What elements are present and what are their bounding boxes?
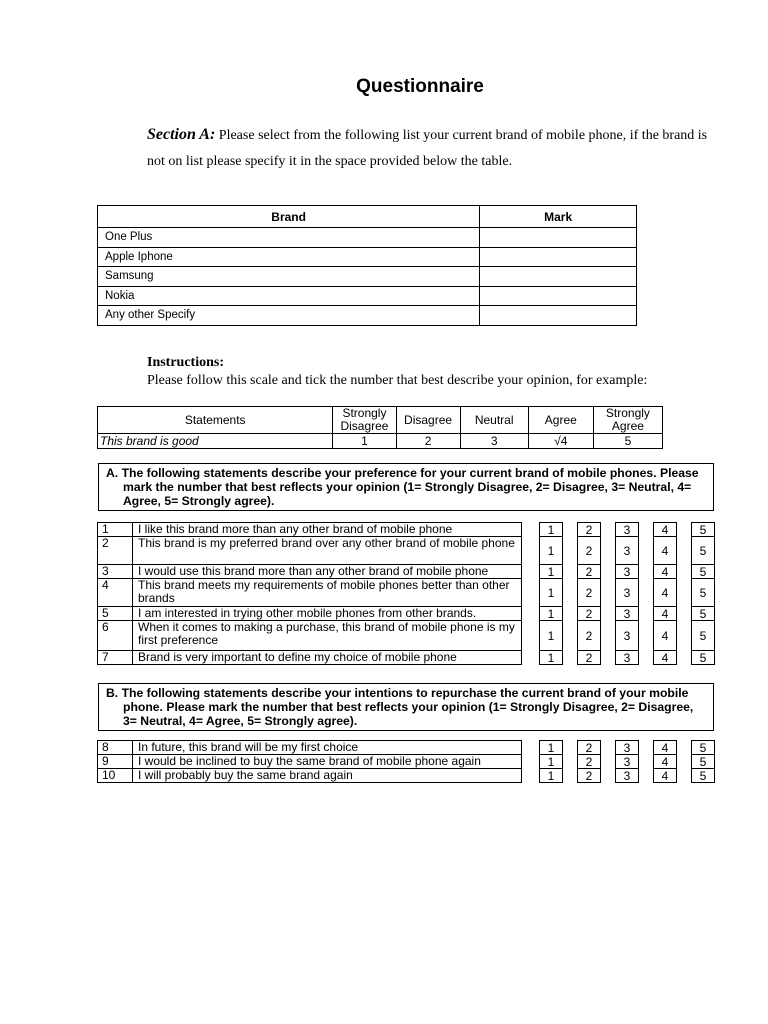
rating-option[interactable]: 4: [653, 578, 677, 607]
rating-option[interactable]: 5: [691, 740, 715, 755]
statement-text: I will probably buy the same brand again: [133, 769, 522, 783]
brand-header: Brand: [98, 206, 480, 228]
statement-row: [98, 523, 522, 537]
section-a-intro: [147, 122, 717, 175]
rating-option[interactable]: 5: [691, 620, 715, 651]
part-a-text: The following statements describe your preference for your current brand of mobile phones. Please mark the number that best reflects your opinion (1= Strongly Disagree, 2= Disagree, 3= Neutral, 4= Agree, 5= Strongly agree).: [121, 466, 699, 508]
brand-table: [97, 205, 637, 326]
rating-option[interactable]: 2: [577, 768, 601, 783]
rating-option[interactable]: 1: [539, 768, 563, 783]
rating-option[interactable]: 4: [653, 564, 677, 579]
rating-option[interactable]: 4: [653, 740, 677, 755]
rating-option[interactable]: 4: [653, 606, 677, 621]
brand-row: [98, 267, 637, 287]
example-header: Neutral: [460, 407, 528, 434]
statement-number: 4: [98, 579, 133, 607]
mark-cell[interactable]: [480, 228, 637, 248]
statement-number: 10: [98, 769, 133, 783]
example-header: Statements: [98, 407, 333, 434]
rating-option[interactable]: 1: [539, 606, 563, 621]
rating-option[interactable]: 4: [653, 536, 677, 565]
statement-text: I am interested in trying other mobile phones from other brands.: [133, 607, 522, 621]
statement-number: 6: [98, 621, 133, 651]
page-title: Questionnaire: [356, 76, 484, 97]
rating-option[interactable]: 3: [615, 740, 639, 755]
rating-option[interactable]: 4: [653, 650, 677, 665]
statement-text: I would be inclined to buy the same brand of mobile phone again: [133, 755, 522, 769]
rating-option[interactable]: 3: [615, 522, 639, 537]
example-value: 2: [396, 434, 460, 449]
statement-row: [98, 769, 522, 783]
rating-option[interactable]: 4: [653, 620, 677, 651]
brand-row: [98, 286, 637, 306]
rating-option[interactable]: 1: [539, 754, 563, 769]
brand-row: [98, 228, 637, 248]
mark-cell[interactable]: [480, 267, 637, 287]
rating-option[interactable]: 5: [691, 536, 715, 565]
rating-option[interactable]: 2: [577, 522, 601, 537]
rating-option[interactable]: 2: [577, 754, 601, 769]
statement-number: 5: [98, 607, 133, 621]
part-a-instructions: [98, 463, 714, 511]
rating-option[interactable]: 4: [653, 522, 677, 537]
rating-option[interactable]: 5: [691, 578, 715, 607]
rating-option[interactable]: 2: [577, 536, 601, 565]
statement-row: [98, 755, 522, 769]
statement-text: This brand meets my requirements of mobile phones better than other brands: [133, 579, 522, 607]
rating-option[interactable]: 4: [653, 768, 677, 783]
example-value: 3: [460, 434, 528, 449]
example-header: Strongly Disagree: [333, 407, 396, 434]
rating-option[interactable]: 3: [615, 564, 639, 579]
rating-option[interactable]: 1: [539, 522, 563, 537]
statement-text: I would use this brand more than any other brand of mobile phone: [133, 565, 522, 579]
rating-option[interactable]: 3: [615, 620, 639, 651]
statement-row: [98, 579, 522, 607]
statement-text: I like this brand more than any other brand of mobile phone: [133, 523, 522, 537]
statement-number: 1: [98, 523, 133, 537]
part-b-text: The following statements describe your intentions to repurchase the current brand of your mobile phone. Please mark the number that best reflects your opinion (1= Strongly Disagree, 2= Disagree, 3= Neutral, 4= Agree, 5= Strongly agree).: [121, 686, 694, 728]
statement-number: 7: [98, 651, 133, 665]
rating-option[interactable]: 2: [577, 620, 601, 651]
statement-row: [98, 741, 522, 755]
rating-option[interactable]: 1: [539, 578, 563, 607]
statement-number: 3: [98, 565, 133, 579]
statement-row: [98, 607, 522, 621]
brand-row: [98, 306, 637, 326]
statement-row: [98, 651, 522, 665]
statement-text: Brand is very important to define my choice of mobile phone: [133, 651, 522, 665]
statement-number: 9: [98, 755, 133, 769]
example-header: Strongly Agree: [593, 407, 662, 434]
brand-name: One Plus: [98, 228, 480, 248]
rating-option[interactable]: 2: [577, 740, 601, 755]
statement-row: [98, 565, 522, 579]
part-a-letter: A.: [106, 466, 119, 480]
example-statement: This brand is good: [98, 434, 333, 449]
rating-option[interactable]: 3: [615, 650, 639, 665]
example-scale-table: [97, 406, 663, 449]
mark-cell[interactable]: [480, 247, 637, 267]
example-value: 5: [593, 434, 662, 449]
rating-option[interactable]: 3: [615, 754, 639, 769]
statement-number: 2: [98, 537, 133, 565]
mark-cell[interactable]: [480, 306, 637, 326]
example-header: Agree: [528, 407, 593, 434]
rating-option[interactable]: 5: [691, 650, 715, 665]
rating-option[interactable]: 2: [577, 564, 601, 579]
rating-option[interactable]: 3: [615, 536, 639, 565]
rating-option[interactable]: 5: [691, 564, 715, 579]
mark-cell[interactable]: [480, 286, 637, 306]
part-b-instructions: [98, 683, 714, 731]
rating-option[interactable]: 2: [577, 650, 601, 665]
brand-name: Any other Specify: [98, 306, 480, 326]
rating-option[interactable]: 1: [539, 740, 563, 755]
instructions-heading: Instructions:: [147, 355, 225, 370]
brand-name: Nokia: [98, 286, 480, 306]
brand-name: Apple Iphone: [98, 247, 480, 267]
rating-option[interactable]: 1: [539, 536, 563, 565]
part-b-statements-table: [97, 740, 522, 783]
rating-option[interactable]: 4: [653, 754, 677, 769]
example-value-ticked: √4: [528, 434, 593, 449]
mark-header: Mark: [480, 206, 637, 228]
instructions-text: Please follow this scale and tick the number that best describe your opinion, for example:: [147, 373, 648, 388]
statement-text: When it comes to making a purchase, this brand of mobile phone is my first preference: [133, 621, 522, 651]
rating-option[interactable]: 5: [691, 754, 715, 769]
section-a-text: Please select from the following list your current brand of mobile phone, if the brand is not on list please specify it in the space provided below the table.: [147, 128, 708, 169]
rating-option[interactable]: 3: [615, 578, 639, 607]
rating-option[interactable]: 5: [691, 606, 715, 621]
statement-text: In future, this brand will be my first choice: [133, 741, 522, 755]
part-b-letter: B.: [106, 686, 119, 700]
brand-row: [98, 247, 637, 267]
example-header: Disagree: [396, 407, 460, 434]
rating-option[interactable]: 3: [615, 606, 639, 621]
rating-option[interactable]: 2: [577, 606, 601, 621]
rating-option[interactable]: 2: [577, 578, 601, 607]
statement-row: [98, 621, 522, 651]
rating-option[interactable]: 1: [539, 620, 563, 651]
brand-name: Samsung: [98, 267, 480, 287]
statement-number: 8: [98, 741, 133, 755]
rating-option[interactable]: 3: [615, 768, 639, 783]
example-value: 1: [333, 434, 396, 449]
statement-row: [98, 537, 522, 565]
rating-option[interactable]: 1: [539, 564, 563, 579]
section-a-label: Section A:: [147, 126, 216, 143]
rating-option[interactable]: 5: [691, 768, 715, 783]
rating-option[interactable]: 5: [691, 522, 715, 537]
statement-text: This brand is my preferred brand over any other brand of mobile phone: [133, 537, 522, 565]
part-a-statements-table: [97, 522, 522, 665]
rating-option[interactable]: 1: [539, 650, 563, 665]
